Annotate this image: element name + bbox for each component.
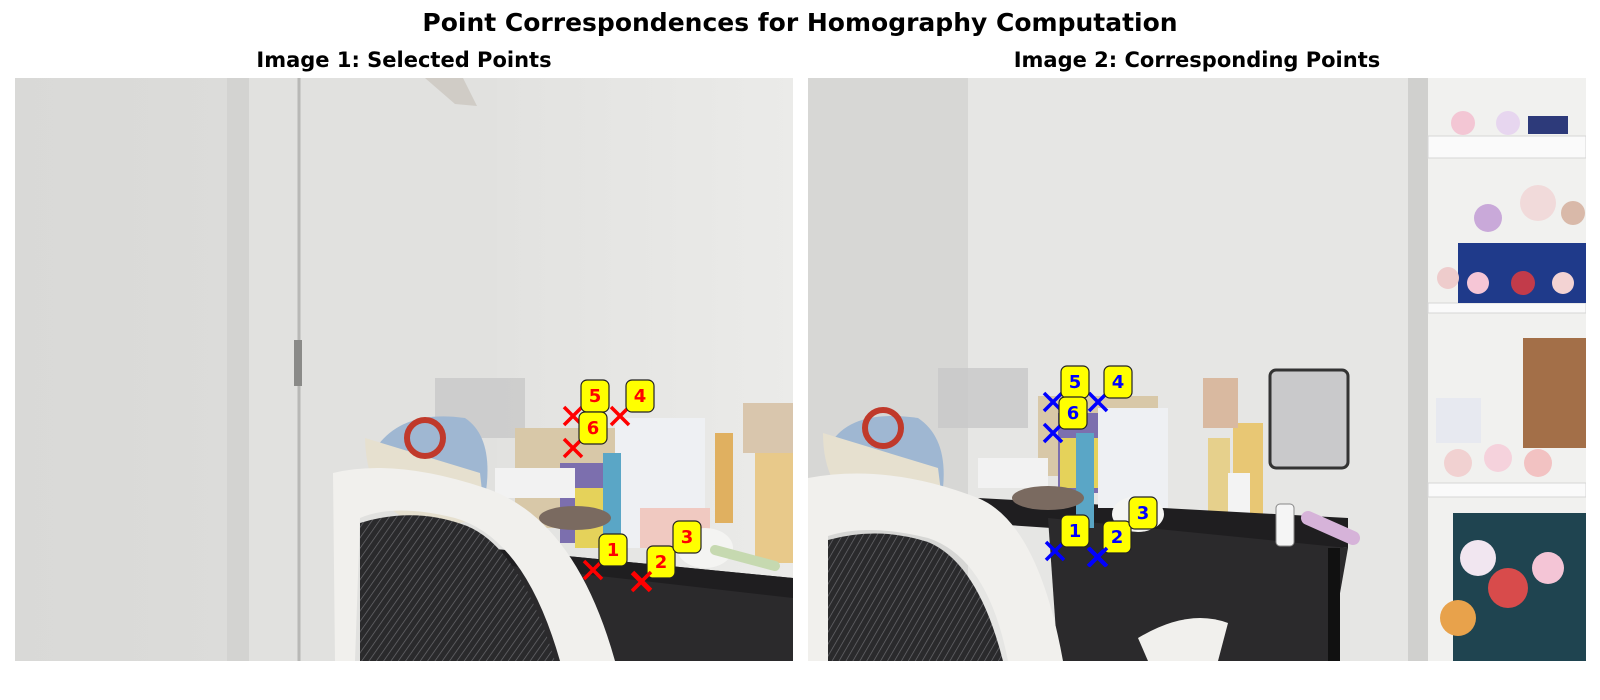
point-label-4 [626, 380, 654, 412]
panel-1-title: Image 1: Selected Points [256, 48, 552, 72]
image-1-photo [15, 78, 793, 661]
image-2-canvas [808, 78, 1586, 661]
svg-text:2: 2 [1110, 527, 1124, 548]
svg-text:3: 3 [1136, 503, 1150, 524]
point-label-6 [1059, 397, 1087, 429]
svg-text:3: 3 [680, 527, 694, 548]
point-label-6 [579, 412, 607, 444]
svg-text:1: 1 [606, 540, 620, 561]
point-label-1 [1061, 515, 1089, 547]
image-1-canvas [15, 78, 793, 661]
point-label-5 [581, 380, 609, 412]
svg-text:6: 6 [586, 418, 600, 439]
figure-title: Point Correspondences for Homography Computation [422, 8, 1178, 37]
svg-text:5: 5 [588, 386, 602, 407]
svg-text:1: 1 [1068, 521, 1082, 542]
point-label-3 [1129, 497, 1157, 529]
svg-text:4: 4 [1111, 372, 1125, 393]
point-label-1 [599, 534, 627, 566]
svg-text:2: 2 [654, 552, 668, 573]
point-label-5 [1061, 366, 1089, 398]
svg-text:6: 6 [1066, 403, 1080, 424]
point-label-4 [1104, 366, 1132, 398]
image-2-photo [808, 78, 1586, 661]
svg-text:5: 5 [1068, 372, 1082, 393]
point-label-3 [673, 521, 701, 553]
panel-2-title: Image 2: Corresponding Points [1013, 48, 1381, 72]
svg-text:4: 4 [633, 386, 647, 407]
image-1-panel [15, 78, 793, 661]
image-2-panel [808, 78, 1586, 661]
